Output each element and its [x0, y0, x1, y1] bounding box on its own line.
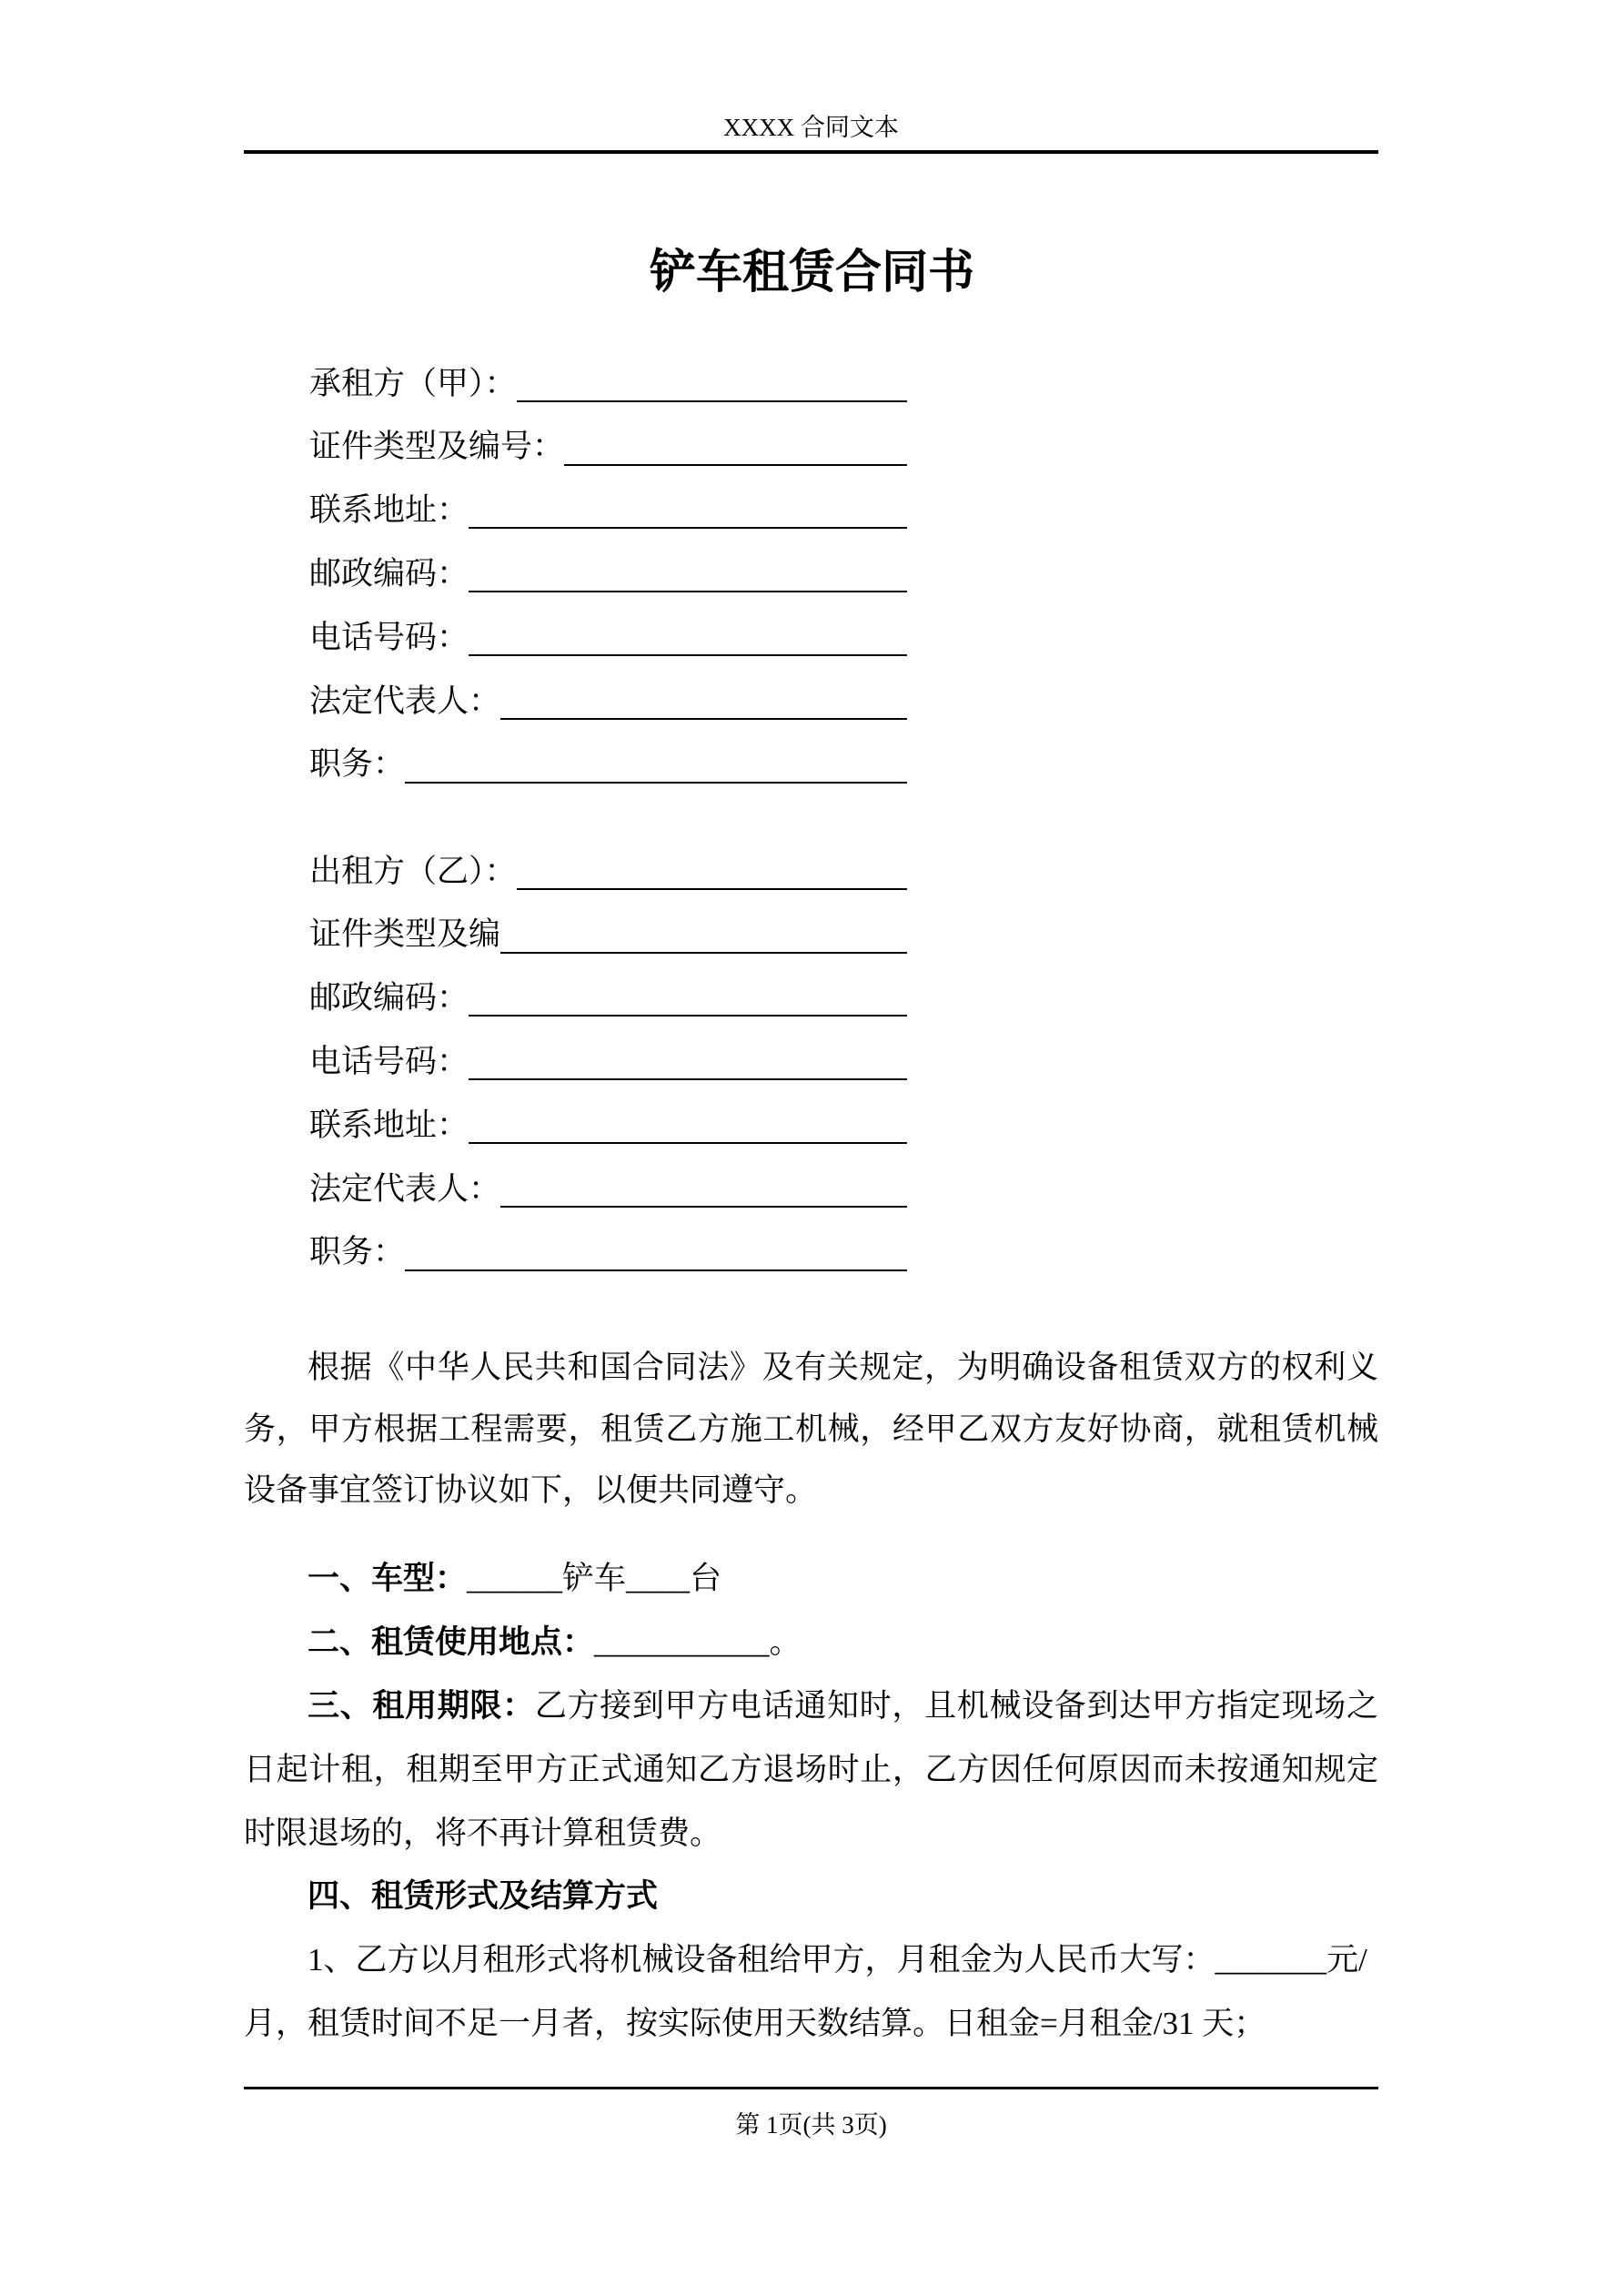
fill-in-blank-line [405, 776, 907, 784]
field-row [309, 720, 907, 784]
fill-in-blank-line [564, 459, 907, 466]
text-segment: 日起计租，租期至甲方正式通知乙方退场时止，乙方因任何原因而未按通知规定 [244, 1751, 1378, 1787]
field-row [309, 1208, 907, 1271]
text-segment: 务，甲方根据工程需要，租赁乙方施工机械，经甲乙双方友好协商，就租赁机械 [244, 1411, 1378, 1447]
fill-in-blank-line [469, 1073, 907, 1080]
field-label: 承租方（甲）： [309, 365, 517, 401]
clause-label-bold: 一、车型： [308, 1561, 468, 1596]
field-label: 证件类型及编 [309, 916, 501, 953]
field-label: 法定代表人： [309, 683, 501, 719]
field-row [309, 1080, 907, 1144]
field-label: 职务： [309, 1234, 406, 1270]
text-line [244, 1399, 1378, 1461]
text-segment: _______元/ [1215, 1942, 1367, 1978]
header-divider-rule [244, 150, 1378, 154]
text-segment: 乙方接到甲方电话通知时，且机械设备到达甲方指定现场之 [534, 1687, 1378, 1724]
field-label: 邮政编码： [309, 980, 469, 1017]
clause-label-bold: 二、租赁使用地点： [308, 1623, 595, 1660]
text-segment: ______铲车____台 [467, 1561, 722, 1596]
text-segment: 月，租赁时间不足一月者，按实际使用天数结算。日租金=月租金/31 天； [244, 2006, 1266, 2042]
field-row [309, 1017, 907, 1080]
fill-in-blank-line [469, 1009, 907, 1017]
field-row [309, 592, 907, 656]
field-label: 联系地址： [309, 492, 469, 529]
party-a-fields [309, 339, 907, 784]
field-label: 联系地址： [309, 1107, 469, 1143]
text-line [244, 1928, 1378, 1992]
fill-in-blank-line [469, 585, 907, 592]
fill-in-blank-line [469, 521, 907, 529]
text-segment: ___________。 [594, 1623, 802, 1660]
text-segment: 设备事宜签订协议如下，以便共同遵守。 [244, 1472, 818, 1508]
field-row [309, 529, 907, 592]
field-label: 法定代表人： [309, 1170, 501, 1207]
field-label: 职务： [309, 746, 406, 783]
field-row [309, 1144, 907, 1208]
fill-in-blank-line [500, 1200, 907, 1208]
text-line [244, 1674, 1378, 1738]
footer-divider-rule [244, 2087, 1378, 2089]
fill-in-blank-line [469, 649, 907, 656]
fill-in-blank-line [500, 713, 907, 720]
clause-label-bold: 三、租用期限： [308, 1687, 535, 1724]
field-label: 证件类型及编号： [309, 429, 565, 465]
fill-in-blank-line [500, 946, 907, 954]
fill-in-blank-line [469, 1137, 907, 1144]
fill-in-blank-line [517, 395, 907, 402]
document-header: XXXX 合同文本 [723, 114, 899, 141]
field-label: 出租方（乙）： [309, 853, 517, 889]
field-row [309, 466, 907, 530]
page-number: 第 1页(共 3页) [735, 2111, 887, 2139]
field-row [309, 826, 907, 890]
party-b-fields [309, 826, 907, 1271]
text-segment: 时限退场的，将不再计算租赁费。 [244, 1815, 722, 1851]
field-label: 电话号码： [309, 1043, 469, 1079]
intro-paragraph [244, 1337, 1378, 1522]
text-line [244, 1547, 1378, 1611]
field-row [309, 402, 907, 466]
text-line [244, 1865, 1378, 1928]
text-line [244, 1738, 1378, 1802]
field-row [309, 339, 907, 402]
field-row [309, 656, 907, 720]
text-line [244, 1992, 1378, 2056]
clause-label-bold: 四、租赁形式及结算方式 [308, 1878, 659, 1915]
contract-title: 铲车租赁合同书 [649, 248, 974, 298]
text-segment: 1、乙方以月租形式将机械设备租给甲方，月租金为人民币大写： [308, 1942, 1215, 1978]
text-line [244, 1460, 1378, 1522]
fill-in-blank-line [405, 1264, 907, 1271]
fill-in-blank-line [517, 883, 907, 890]
field-row [309, 954, 907, 1017]
field-row [309, 890, 907, 954]
text-line [244, 1611, 1378, 1674]
contract-clauses [244, 1547, 1378, 2056]
field-label: 电话号码： [309, 619, 469, 655]
text-segment: 根据《中华人民共和国合同法》及有关规定，为明确设备租赁双方的权利义 [308, 1350, 1378, 1385]
field-label: 邮政编码： [309, 555, 469, 592]
text-line [244, 1802, 1378, 1866]
text-line [244, 1337, 1378, 1399]
